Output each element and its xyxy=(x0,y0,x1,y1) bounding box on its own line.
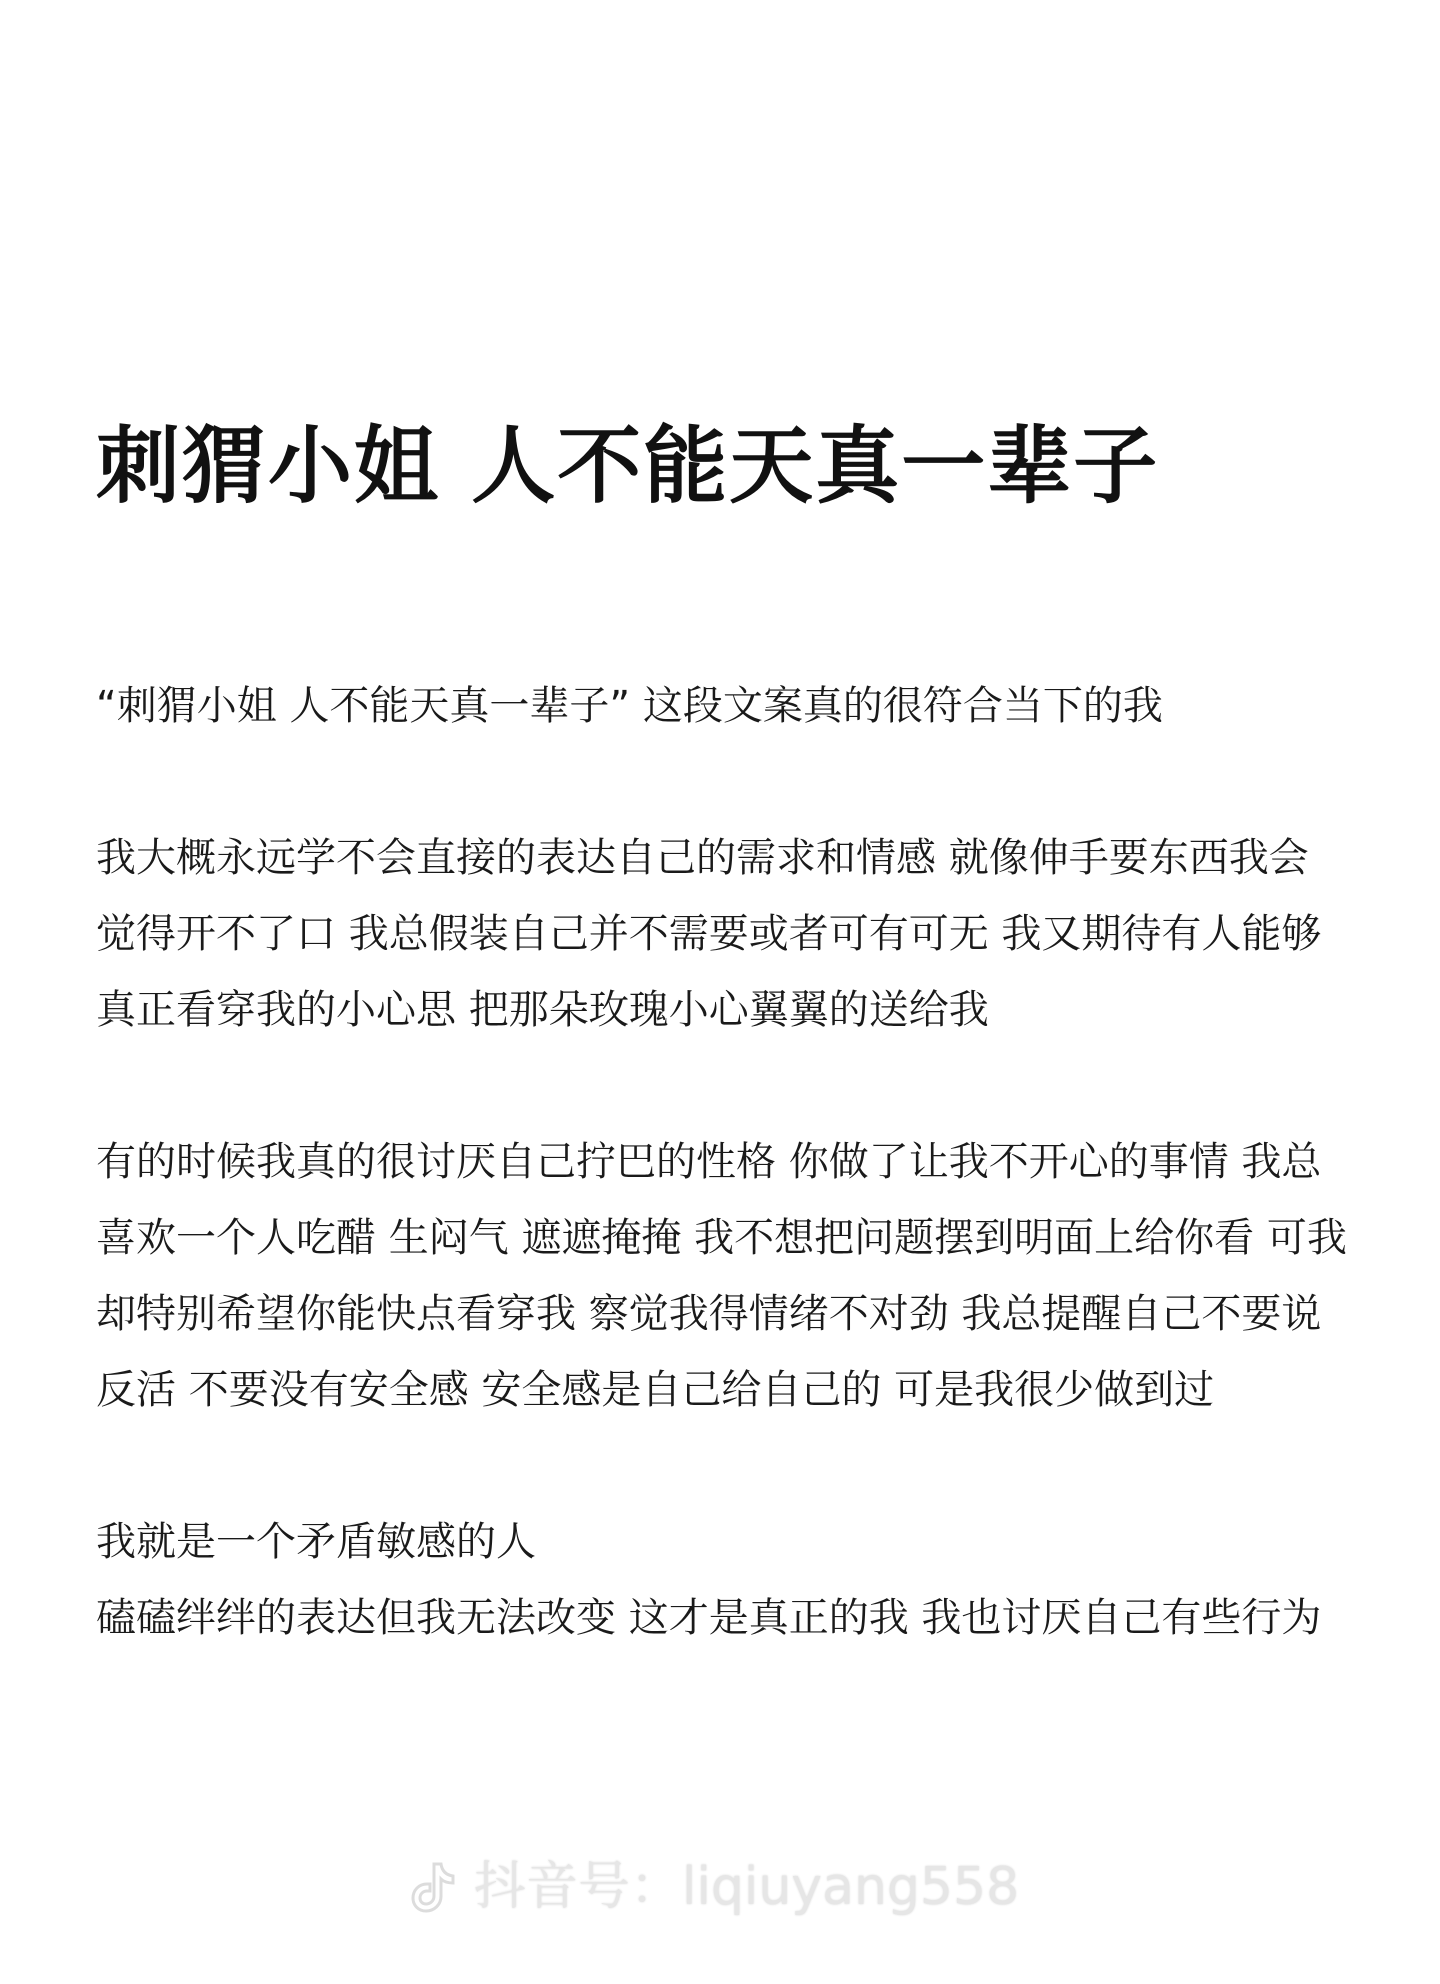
text-line: 反活 不要没有安全感 安全感是自己给自己的 可是我很少做到过 xyxy=(96,1367,1215,1413)
text-line: 真正看穿我的小心思 把那朵玫瑰小心翼翼的送给我 xyxy=(96,987,989,1033)
text-line: “刺猬小姐 人不能天真一辈子” 这段文案真的很符合当下的我 xyxy=(96,683,1163,729)
paragraph xyxy=(96,1504,1356,1656)
paragraph xyxy=(96,668,1356,744)
text-line: 喜欢一个人吃醋 生闷气 遮遮掩掩 我不想把问题摆到明面上给你看 可我 xyxy=(96,1215,1347,1261)
paragraph xyxy=(96,820,1356,1048)
text-line: 我就是一个矛盾敏感的人 xyxy=(96,1519,536,1565)
text-line: 我大概永远学不会直接的表达自己的需求和情感 就像伸手要东西我会 xyxy=(96,835,1309,881)
paragraph xyxy=(96,1124,1356,1428)
text-line: 觉得开不了口 我总假装自己并不需要或者可有可无 我又期待有人能够 xyxy=(96,911,1322,957)
watermark-text: 抖音号：liqiuyang558 xyxy=(474,1857,1020,1917)
article-title: 刺猬小姐 人不能天真一辈子 xyxy=(96,417,1160,516)
text-line: 磕磕绊绊的表达但我无法改变 这才是真正的我 我也讨厌自己有些行为 xyxy=(96,1595,1322,1641)
text-line: 却特别希望你能快点看穿我 察觉我得情绪不对劲 我总提醒自己不要说 xyxy=(96,1291,1322,1337)
article-body xyxy=(96,668,1356,1656)
douyin-logo-icon xyxy=(410,1860,456,1914)
douyin-watermark xyxy=(410,1857,1020,1917)
text-line: 有的时候我真的很讨厌自己拧巴的性格 你做了让我不开心的事情 我总 xyxy=(96,1139,1322,1185)
